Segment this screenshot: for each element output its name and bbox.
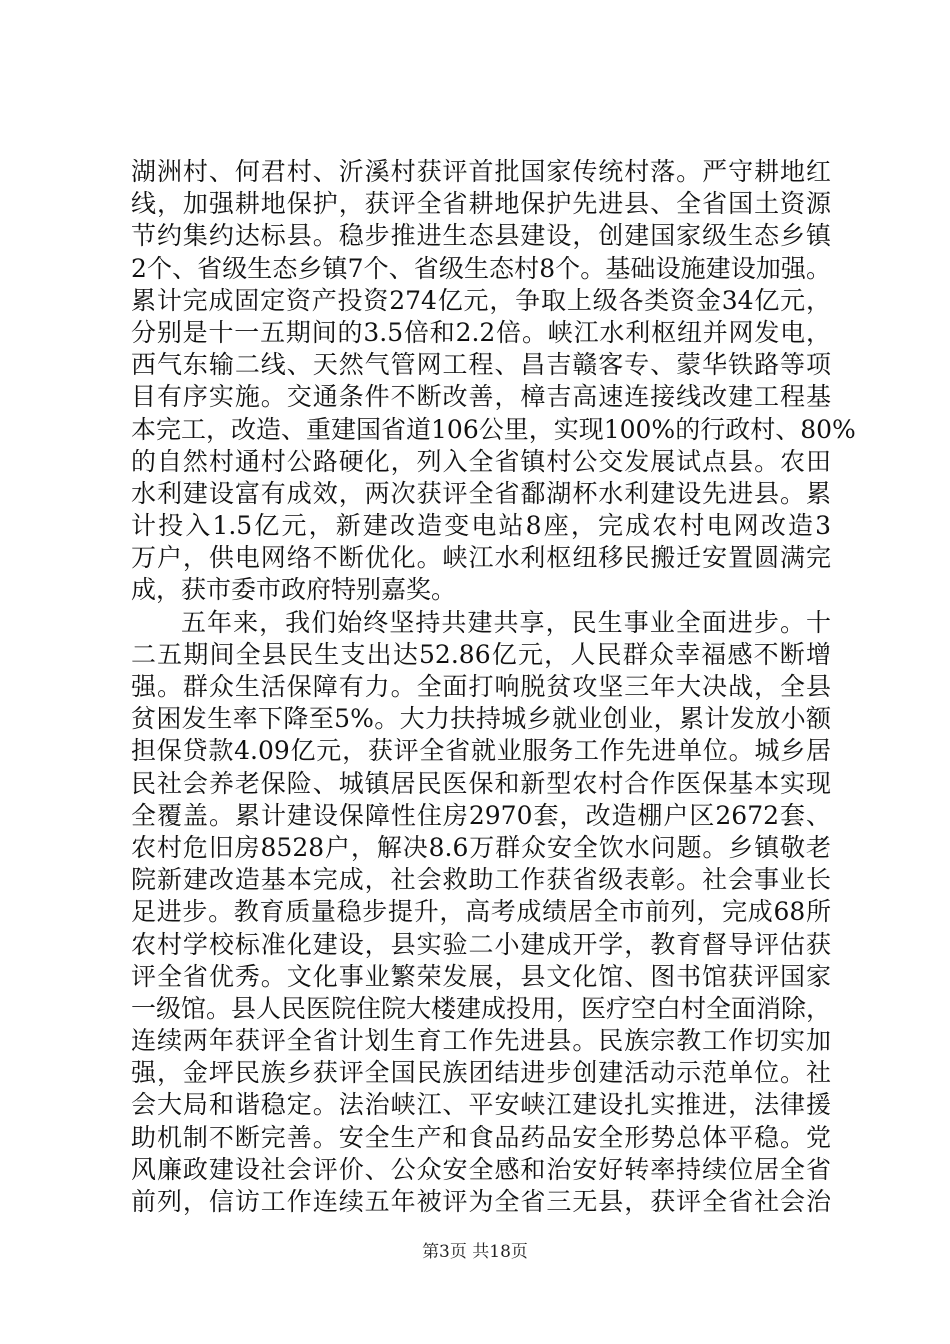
text-line: 目有序实施。交通条件不断改善，樟吉高速连接线改建工程基 [131,382,831,412]
body-text [131,156,856,1218]
page-number-footer: 第3页 共18页 [422,1242,528,1262]
text-line: 农村学校标准化建设，县实验二小建成开学，教育督导评估获 [131,929,831,959]
text-line: 风廉政建设社会评价、公众安全感和治安好转率持续位居全省 [131,1154,831,1184]
text-line: 助机制不断完善。安全生产和食品药品安全形势总体平稳。党 [131,1122,831,1152]
text-line: 一级馆。县人民医院住院大楼建成投用，医疗空白村全面消除， [131,993,832,1023]
text-line: 水利建设富有成效，两次获评全省鄱湖杯水利建设先进县。累 [131,478,831,508]
text-line: 连续两年获评全省计划生育工作先进县。民族宗教工作切实加 [131,1026,831,1056]
text-line: 累计完成固定资产投资274亿元，争取上级各类资金34亿元， [131,285,831,315]
text-line: 会大局和谐稳定。法治峡江、平安峡江建设扎实推进，法律援 [131,1090,831,1120]
text-line: 万户，供电网络不断优化。峡江水利枢纽移民搬迁安置圆满完 [131,543,831,573]
text-line: 评全省优秀。文化事业繁荣发展，县文化馆、图书馆获评国家 [131,961,831,991]
text-line: 贫困发生率下降至5%。大力扶持城乡就业创业，累计发放小额 [131,704,831,734]
text-line: 民社会养老保险、城镇居民医保和新型农村合作医保基本实现 [131,768,831,798]
text-line: 二五期间全县民生支出达52.86亿元，人民群众幸福感不断增 [131,639,831,669]
text-line: 本完工，改造、重建国省道106公里，实现100%的行政村、80% [131,414,856,444]
text-line: 前列，信访工作连续五年被评为全省三无县，获评全省社会治 [131,1187,831,1216]
text-line: 强，金坪民族乡获评全国民族团结进步创建活动示范单位。社 [131,1058,831,1088]
text-line: 节约集约达标县。稳步推进生态县建设，创建国家级生态乡镇 [131,221,831,251]
text-line: 全覆盖。累计建设保障性住房2970套，改造棚户区2672套、 [131,800,831,830]
text-line: 强。群众生活保障有力。全面打响脱贫攻坚三年大决战，全县 [131,672,831,701]
text-line: 足进步。教育质量稳步提升，高考成绩居全市前列，完成68所 [131,897,831,927]
text-line: 成，获市委市政府特别嘉奖。 [131,575,457,605]
text-line: 的自然村通村公路硬化，列入全省镇村公交发展试点县。农田 [131,446,831,476]
text-line: 农村危旧房8528户，解决8.6万群众安全饮水问题。乡镇敬老 [131,832,831,862]
text-line: 线，加强耕地保护，获评全省耕地保护先进县、全省国土资源 [131,189,831,219]
text-line: 西气东输二线、天然气管网工程、昌吉赣客专、蒙华铁路等项 [131,350,831,380]
text-line: 湖洲村、何君村、沂溪村获评首批国家传统村落。严守耕地红 [131,157,831,186]
text-line: 分别是十一五期间的3.5倍和2.2倍。峡江水利枢纽并网发电， [131,317,831,347]
text-line: 院新建改造基本完成，社会救助工作获省级表彰。社会事业长 [131,865,831,895]
text-line: 计投入1.5亿元，新建改造变电站8座，完成农村电网改造3 [131,511,831,541]
text-line: 2个、省级生态乡镇7个、省级生态村8个。基础设施建设加强。 [131,253,831,283]
text-line-paragraph-start: 五年来，我们始终坚持共建共享，民生事业全面进步。十 [181,607,831,637]
text-line: 担保贷款4.09亿元，获评全省就业服务工作先进单位。城乡居 [131,736,831,766]
